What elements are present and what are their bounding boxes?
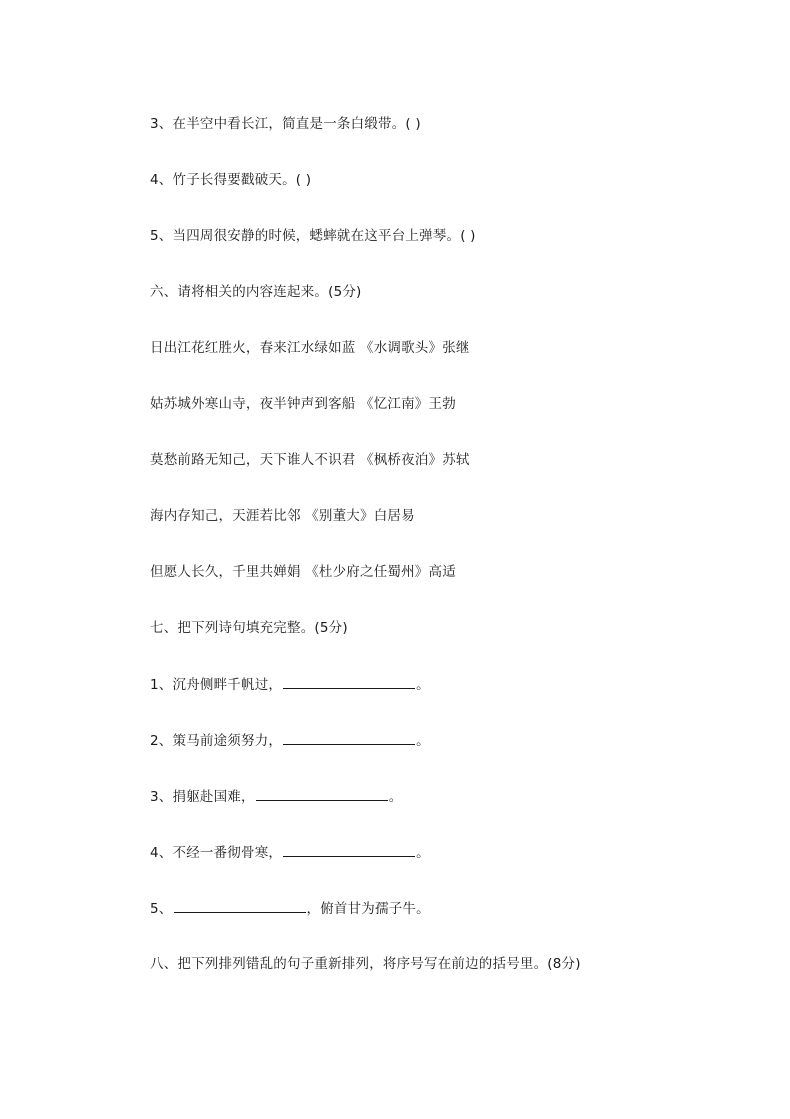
section-8-heading: 八、把下列排列错乱的句子重新排列，将序号写在前边的括号里。(8分) <box>150 956 581 972</box>
fill-blank-1[interactable] <box>283 674 415 689</box>
fill-item-4-prompt: 4、不经一番彻骨寒， <box>150 845 283 861</box>
question-5-4: 4、竹子长得要戳破天。( ) <box>150 172 312 188</box>
fill-item-5 <box>150 898 430 919</box>
section-6-heading: 六、请将相关的内容连起来。(5分) <box>150 284 362 300</box>
fill-item-2-end: 。 <box>416 733 430 749</box>
match-row-3: 莫愁前路无知己，天下谁人不识君 《枫桥夜泊》苏轼 <box>150 452 470 468</box>
fill-item-1 <box>150 674 430 695</box>
section-7-heading: 七、把下列诗句填充完整。(5分) <box>150 620 348 636</box>
fill-item-1-end: 。 <box>416 677 430 693</box>
fill-item-2 <box>150 730 430 751</box>
fill-item-5-end: ，俯首甘为孺子牛。 <box>306 901 430 917</box>
fill-item-3-prompt: 3、捐躯赴国难， <box>150 789 255 805</box>
match-row-1: 日出江花红胜火，春来江水绿如蓝 《水调歌头》张继 <box>150 340 470 356</box>
fill-blank-4[interactable] <box>283 842 415 857</box>
fill-item-3-end: 。 <box>388 789 403 805</box>
match-row-2: 姑苏城外寒山寺，夜半钟声到客船 《忆江南》王勃 <box>150 396 456 412</box>
fill-item-4-end: 。 <box>416 845 430 861</box>
match-row-4: 海内存知己，天涯若比邻 《别董大》白居易 <box>150 508 415 524</box>
fill-item-4 <box>150 842 430 863</box>
fill-blank-3[interactable] <box>256 786 388 801</box>
fill-item-5-prompt: 5、 <box>150 901 173 917</box>
fill-blank-5[interactable] <box>174 898 306 913</box>
fill-item-2-prompt: 2、策马前途须努力， <box>150 733 283 749</box>
fill-item-3 <box>150 786 402 807</box>
match-row-5: 但愿人长久，千里共婵娟 《杜少府之任蜀州》高适 <box>150 564 456 580</box>
fill-blank-2[interactable] <box>283 730 415 745</box>
question-5-5: 5、当四周很安静的时候，蟋蟀就在这平台上弹琴。( ) <box>150 228 476 244</box>
fill-item-1-prompt: 1、沉舟侧畔千帆过， <box>150 677 283 693</box>
question-5-3: 3、在半空中看长江，简直是一条白缎带。( ) <box>150 116 421 132</box>
